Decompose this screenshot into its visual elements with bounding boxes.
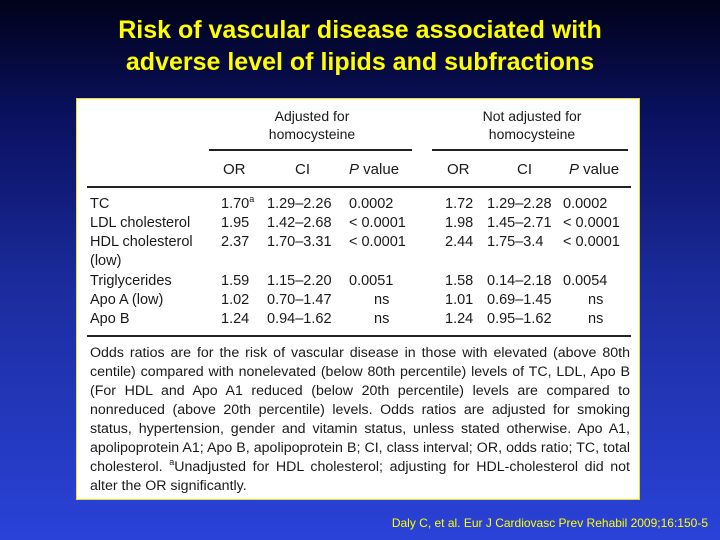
group-header-adjusted-line-2: homocysteine bbox=[268, 126, 356, 142]
footnote-end: Unadjusted for HDL cholesterol; adjusting for HDL-cholesterol did not alter the OR significantly. bbox=[90, 459, 630, 494]
cell-p-not-adjusted: ns bbox=[588, 292, 604, 308]
col-header-p-2-italic: P bbox=[569, 161, 580, 178]
cell-p-not-adjusted: ns bbox=[588, 311, 604, 327]
cell-or-adjusted-value: 1.70 bbox=[221, 196, 250, 212]
cell-ci-adjusted: 0.70–1.47 bbox=[267, 292, 332, 308]
cell-p-adjusted: 0.0051 bbox=[349, 273, 394, 289]
cell-ci-not-adjusted: 0.95–1.62 bbox=[487, 311, 552, 327]
col-header-p-1 bbox=[349, 161, 399, 178]
cell-or-not-adjusted: 1.01 bbox=[445, 292, 474, 308]
cell-ci-not-adjusted: 0.14–2.18 bbox=[487, 273, 552, 289]
table-row bbox=[77, 233, 641, 252]
cell-p-adjusted: ns bbox=[374, 292, 390, 308]
group-header-not-adjusted-line-2: homocysteine bbox=[488, 126, 576, 142]
row-label: HDL cholesterol bbox=[90, 234, 193, 250]
row-label: Apo B bbox=[90, 311, 130, 327]
cell-or-adjusted: 2.37 bbox=[221, 234, 250, 250]
table-row bbox=[77, 310, 641, 329]
col-header-ci-1: CI bbox=[295, 161, 310, 178]
cell-p-not-adjusted: < 0.0001 bbox=[563, 234, 620, 250]
cell-ci-adjusted: 1.70–3.31 bbox=[267, 234, 332, 250]
group-header-not-adjusted-line-1: Not adjusted for bbox=[482, 108, 582, 124]
group-header-adjusted-line-1: Adjusted for bbox=[274, 108, 350, 124]
table-row bbox=[77, 252, 641, 271]
cell-p-adjusted: < 0.0001 bbox=[349, 215, 406, 231]
col-header-or-1: OR bbox=[223, 161, 246, 178]
cell-p-not-adjusted: 0.0054 bbox=[563, 273, 608, 289]
cell-ci-not-adjusted: 1.75–3.4 bbox=[487, 234, 544, 250]
body-divider bbox=[87, 335, 631, 337]
cell-or-adjusted bbox=[221, 195, 254, 214]
footnote-marker: a bbox=[249, 194, 255, 204]
footnote-marker: a bbox=[169, 457, 175, 467]
header-divider bbox=[87, 186, 631, 188]
row-label: TC bbox=[90, 196, 110, 212]
cell-or-adjusted: 1.24 bbox=[221, 311, 250, 327]
col-header-or-2: OR bbox=[447, 161, 470, 178]
table-row bbox=[77, 214, 641, 233]
footnote-main: Odds ratios are for the risk of vascular disease in those with elevated (above 80th centile) compared with nonelevated (below 80th percentile) levels of TC, LDL, Apo B (For HDL and Apo A1 reduced (below 20th percentile) levels are compared to nonreduced (above 20th percentile) levels. Odds ratios are adjusted for smoking status, hypertension, gender and vitamin status, unless stated otherwise. Apo A1, apolipoprotein A1; Apo B, apolipoprotein B; CI, class interval; OR, odds ratio; TC, total cholesterol. bbox=[90, 345, 630, 475]
cell-ci-adjusted: 1.42–2.68 bbox=[267, 215, 332, 231]
table-row bbox=[77, 195, 641, 214]
col-header-ci-2: CI bbox=[517, 161, 532, 178]
cell-ci-not-adjusted: 0.69–1.45 bbox=[487, 292, 552, 308]
cell-or-not-adjusted: 2.44 bbox=[445, 234, 474, 250]
cell-or-adjusted: 1.02 bbox=[221, 292, 250, 308]
row-label: Triglycerides bbox=[90, 273, 172, 289]
row-label: Apo A (low) bbox=[90, 292, 164, 308]
cell-p-not-adjusted: < 0.0001 bbox=[563, 215, 620, 231]
cell-ci-adjusted: 1.29–2.26 bbox=[267, 196, 332, 212]
group-divider-not-adjusted bbox=[432, 149, 628, 151]
col-header-p-1-italic: P bbox=[349, 161, 360, 178]
cell-or-not-adjusted: 1.72 bbox=[445, 196, 474, 212]
cell-ci-not-adjusted: 1.29–2.28 bbox=[487, 196, 552, 212]
slide-title-line-2: adverse level of lipids and subfractions bbox=[125, 48, 595, 76]
group-divider-adjusted bbox=[209, 149, 412, 151]
group-header-not-adjusted bbox=[437, 107, 627, 143]
table-row bbox=[77, 272, 641, 291]
row-label: LDL cholesterol bbox=[90, 215, 191, 231]
slide-title-line-1: Risk of vascular disease associated with bbox=[118, 16, 602, 44]
cell-p-not-adjusted: 0.0002 bbox=[563, 196, 608, 212]
table-panel bbox=[76, 98, 640, 500]
cell-p-adjusted: 0.0002 bbox=[349, 196, 394, 212]
cell-or-not-adjusted: 1.58 bbox=[445, 273, 474, 289]
cell-or-not-adjusted: 1.24 bbox=[445, 311, 474, 327]
col-header-p-1-rest: value bbox=[359, 161, 400, 178]
col-header-p-2-rest: value bbox=[579, 161, 620, 178]
row-label-continuation: (low) bbox=[90, 253, 122, 269]
cell-p-adjusted: < 0.0001 bbox=[349, 234, 406, 250]
slide-title bbox=[0, 14, 720, 78]
citation: Daly C, et al. Eur J Cardiovasc Prev Rehabil 2009;16:150-5 bbox=[391, 516, 708, 530]
col-header-p-2 bbox=[569, 161, 619, 178]
cell-ci-adjusted: 0.94–1.62 bbox=[267, 311, 332, 327]
group-header-adjusted bbox=[217, 107, 407, 143]
table-footnote bbox=[90, 344, 630, 496]
cell-ci-not-adjusted: 1.45–2.71 bbox=[487, 215, 552, 231]
cell-ci-adjusted: 1.15–2.20 bbox=[267, 273, 332, 289]
cell-or-adjusted: 1.95 bbox=[221, 215, 250, 231]
table-row bbox=[77, 291, 641, 310]
cell-or-not-adjusted: 1.98 bbox=[445, 215, 474, 231]
cell-p-adjusted: ns bbox=[374, 311, 390, 327]
cell-or-adjusted: 1.59 bbox=[221, 273, 250, 289]
